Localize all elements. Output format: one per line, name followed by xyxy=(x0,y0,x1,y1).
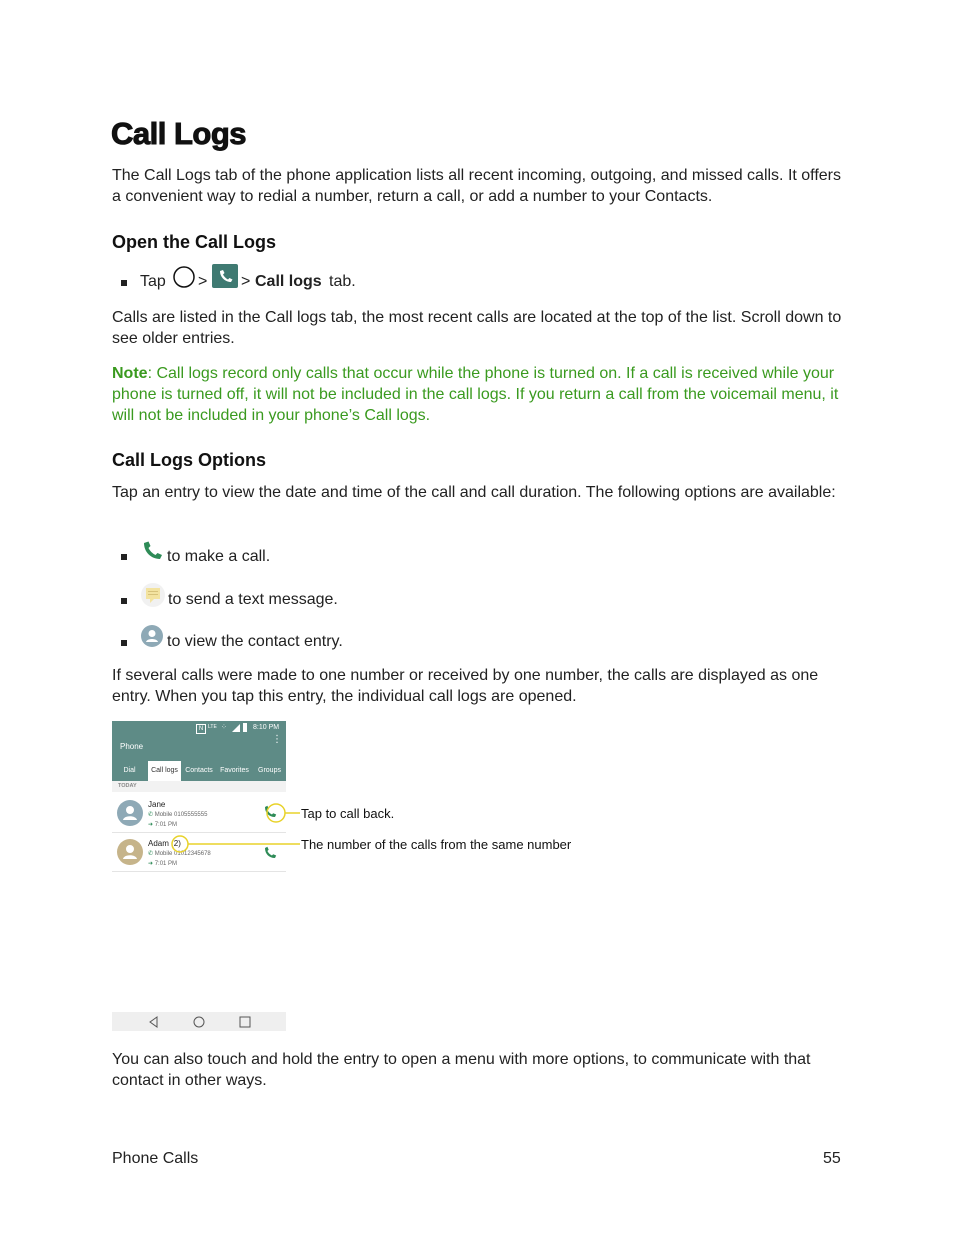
tab-bar xyxy=(112,761,286,781)
note-paragraph xyxy=(112,363,842,426)
tab-favorites[interactable]: Favorites xyxy=(220,767,249,774)
network-label: LTE xyxy=(208,724,217,730)
number-text: Mobile 01012345678 xyxy=(154,851,211,857)
phone-icon xyxy=(141,540,163,562)
overflow-menu-icon[interactable]: ⋮ xyxy=(272,734,282,745)
call-type-icon: ✆ xyxy=(148,812,154,818)
status-time: 8:10 PM xyxy=(253,724,280,731)
recents-icon[interactable] xyxy=(239,1016,251,1028)
time-text: 7:01 PM xyxy=(154,822,178,828)
message-icon xyxy=(140,582,166,608)
step-tap-text: Tap xyxy=(140,273,166,290)
battery-icon xyxy=(243,723,247,732)
note-label: Note xyxy=(112,365,148,382)
wifi-icon: ⁘ xyxy=(221,724,227,731)
tab-contacts[interactable]: Contacts xyxy=(185,767,213,774)
call-list-paragraph: Calls are listed in the Call logs tab, the most recent calls are located at the top of the list. Scroll down to see older entries. xyxy=(112,309,842,347)
callout-call-back: Tap to call back. xyxy=(301,806,395,821)
callout-lines xyxy=(170,800,310,860)
option-text: to view the contact entry. xyxy=(167,633,343,650)
phone-app-icon xyxy=(212,264,238,288)
call-time xyxy=(148,860,177,867)
nfc-icon: N xyxy=(196,724,206,734)
contact-name: Jane xyxy=(148,800,166,809)
home-circle-icon xyxy=(173,266,195,288)
intro-paragraph: The Call Logs tab of the phone application lists all recent incoming, outgoing, and missed calls. It offers a convenient way to redial a number, return a call, or add a number to your Contacts. xyxy=(112,167,842,205)
tab-groups[interactable]: Groups xyxy=(258,767,281,774)
bullet-marker xyxy=(121,280,127,286)
options-paragraph: Tap an entry to view the date and time of the call and call duration. The following options are available: xyxy=(112,484,836,501)
count-highlight xyxy=(172,836,188,852)
option-text: to make a call. xyxy=(167,548,271,565)
call-type-icon: ✆ xyxy=(148,851,154,857)
several-calls-paragraph: If several calls were made to one number or received by one number, the calls are displayed as one entry. When you tap this entry, the individual call logs are opened. xyxy=(112,667,819,705)
bullet-marker xyxy=(121,554,127,560)
tab-call-logs[interactable]: Call logs xyxy=(148,761,181,781)
app-title: Phone xyxy=(120,742,144,751)
phone-nav-bar xyxy=(112,1012,286,1031)
home-icon[interactable] xyxy=(193,1016,205,1028)
tab-dial[interactable]: Dial xyxy=(123,767,136,774)
call-logs-options-heading: Call Logs Options xyxy=(112,450,267,470)
contact-icon xyxy=(140,624,164,648)
step-end-text: tab. xyxy=(329,273,356,290)
signal-icon xyxy=(232,724,240,732)
callout-call-count: The number of the calls from the same number xyxy=(301,837,572,852)
footer-page-number: 55 xyxy=(823,1150,841,1167)
step-separator: > xyxy=(241,273,251,290)
contact-name-text: Adam xyxy=(148,839,169,848)
bullet-marker xyxy=(121,640,127,646)
closing-paragraph: You can also touch and hold the entry to open a menu with more options, to communicate with that contact in other ways. xyxy=(112,1051,811,1089)
section-label: TODAY xyxy=(118,783,137,789)
call-logs-bold: Call logs xyxy=(255,273,322,290)
status-bar xyxy=(112,721,286,735)
page-title: Call Logs xyxy=(111,116,247,151)
outgoing-arrow-icon: ➜ xyxy=(148,861,154,867)
footer-section: Phone Calls xyxy=(112,1150,199,1167)
number-text: Mobile 0105555555 xyxy=(154,812,208,818)
outgoing-arrow-icon: ➜ xyxy=(148,822,154,828)
avatar xyxy=(117,839,143,865)
open-step xyxy=(140,272,540,296)
option-text: to send a text message. xyxy=(168,591,338,608)
note-text: : Call logs record only calls that occur while the phone is turned on. If a call is received while your phone is turned off, it will not be included in the call logs. If you return a call from the voicemail menu, it will not be included in your phone’s Call logs. xyxy=(112,365,839,424)
step-separator: > xyxy=(198,273,208,290)
avatar xyxy=(117,800,143,826)
call-back-highlight xyxy=(267,804,285,822)
bullet-marker xyxy=(121,598,127,604)
time-text: 7:01 PM xyxy=(154,861,178,867)
open-call-logs-heading: Open the Call Logs xyxy=(112,232,277,252)
back-icon[interactable] xyxy=(148,1016,160,1028)
call-count: (2) xyxy=(171,839,181,848)
section-header xyxy=(112,781,286,792)
